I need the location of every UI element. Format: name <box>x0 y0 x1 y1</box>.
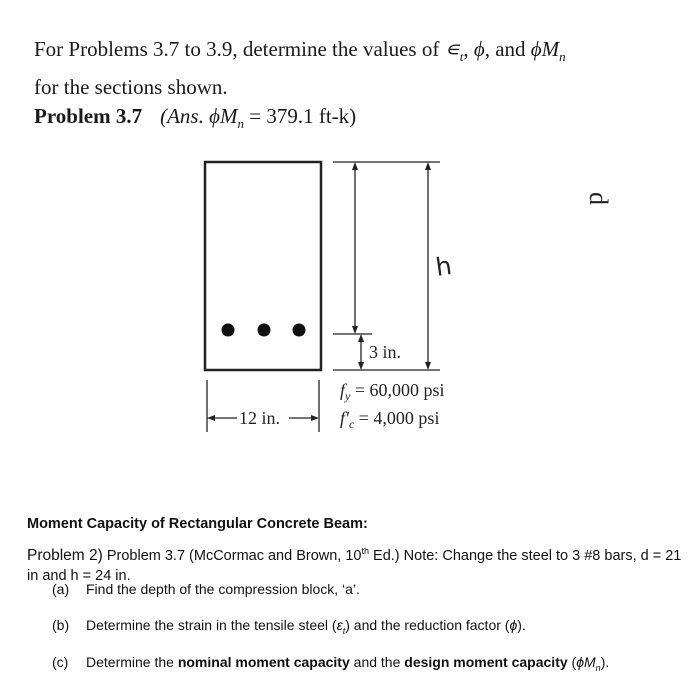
task-item-a: (a) Find the depth of the compression block, ‘a’. <box>52 581 360 597</box>
rebar-2 <box>258 324 271 337</box>
fc-property: $f'_c = 4,000$ psi <box>340 408 440 431</box>
assignment-problem: Problem 2) Problem 3.7 (McCormac and Brown, 10th Ed.) Note: Change the steel to 3 #8 bars, d = 21 in and h = 24 in. <box>27 546 682 584</box>
rebar-1 <box>222 324 235 337</box>
d-label: d <box>584 192 613 205</box>
task-item-b: (b) Determine the strain in the tensile steel $(\varepsilon_t)$ and the reduction factor (ϕ). <box>52 617 526 636</box>
beam-outline <box>205 162 321 370</box>
fy-property: $f_y = 60,000$ psi <box>340 380 445 403</box>
width-label: 12 in. <box>239 408 281 428</box>
phi-mn-symbol: ϕM <box>530 37 560 61</box>
epsilon-symbol: ∊ <box>444 37 460 61</box>
assignment-title: Moment Capacity of Rectangular Concrete Beam: <box>27 516 368 532</box>
problem-label: Problem 3.7 <box>34 104 143 128</box>
intro-line-2: for the sections shown. <box>34 75 228 100</box>
h-label: h <box>433 251 454 282</box>
intro-line-1: For Problems 3.7 to 3.9, determine the values of $∊_t$, ϕ, and $\phi M_n$ <box>34 37 566 65</box>
rebar-3 <box>293 324 306 337</box>
phi-symbol: ϕ <box>473 37 485 61</box>
cover-label: 3 in. <box>369 342 402 362</box>
task-item-c: (c) Determine the nominal moment capacity and the design moment capacity $(\phi M_n)$. <box>52 654 610 673</box>
answer-note: (Ans. $\phi M_n = 379.1$ ft-k) <box>160 104 357 132</box>
